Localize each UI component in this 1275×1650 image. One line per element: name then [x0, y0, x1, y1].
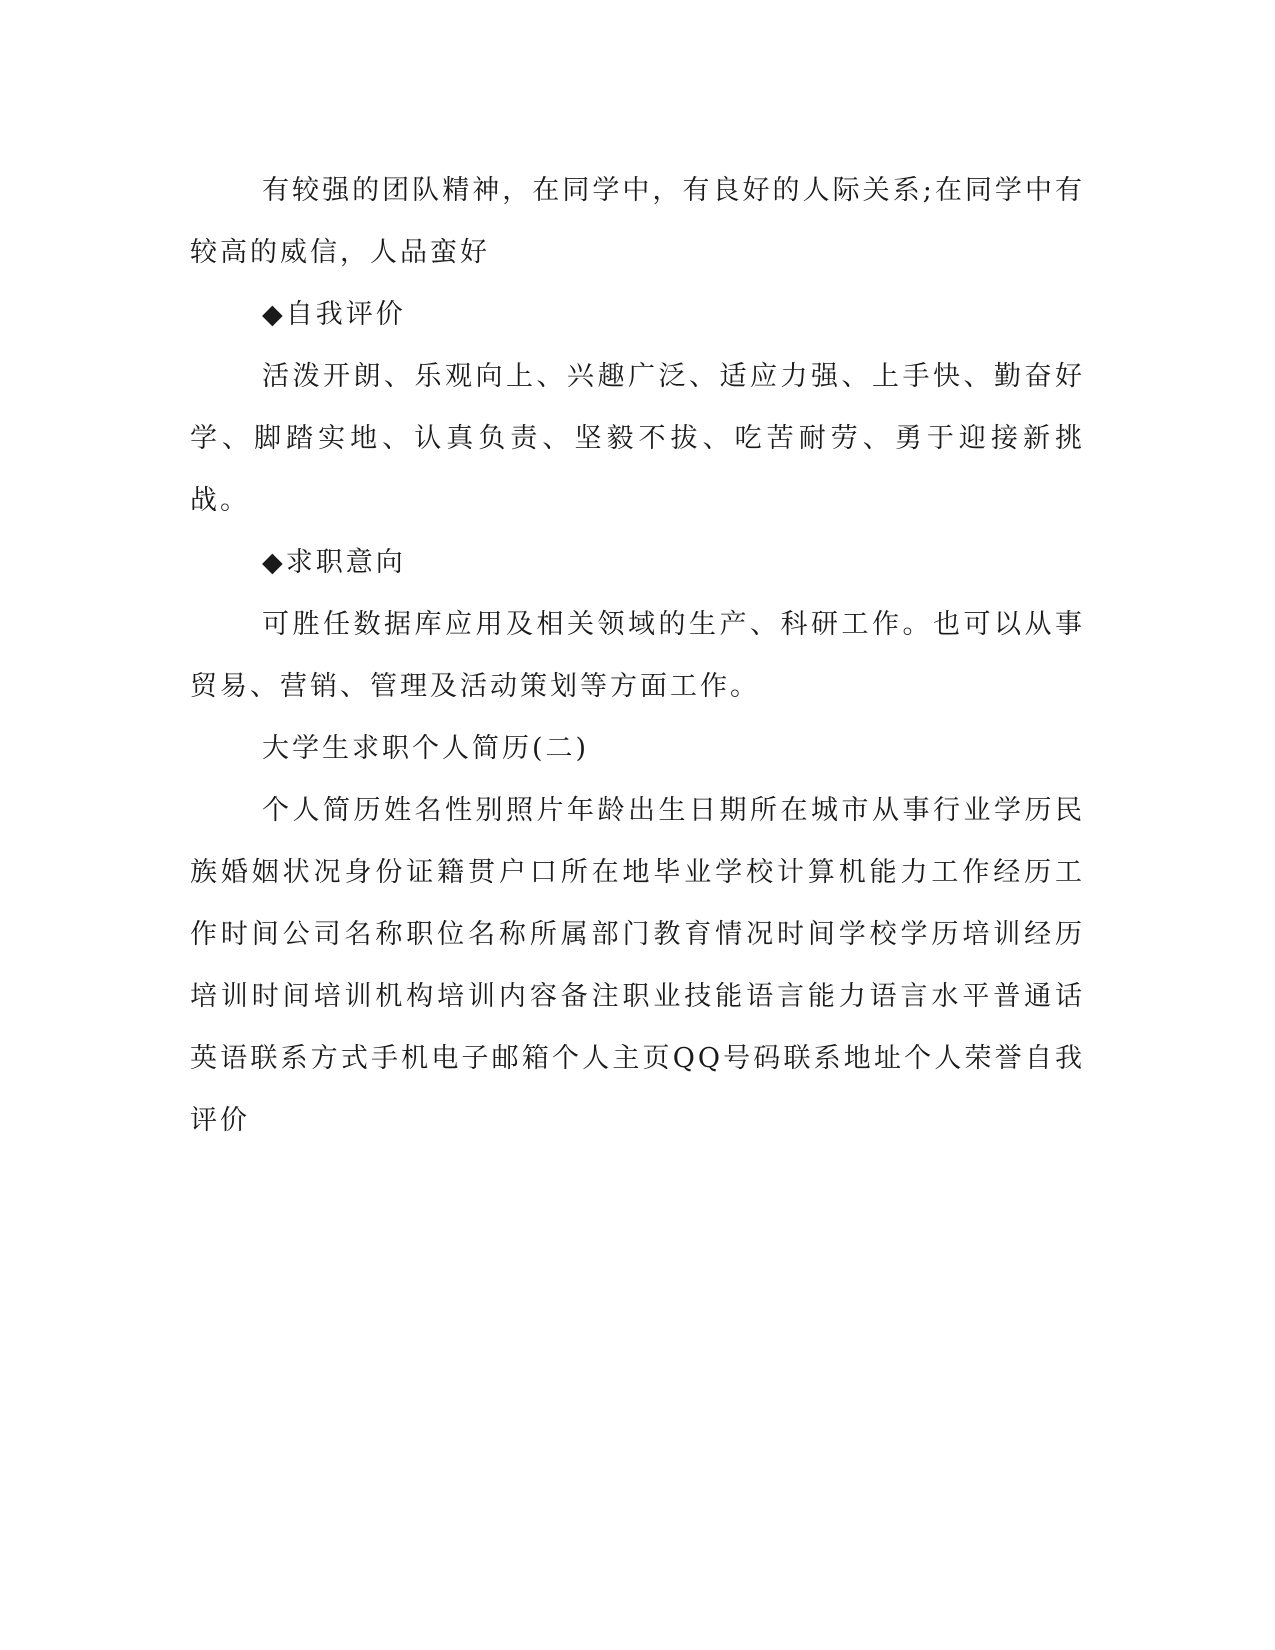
document-body	[190, 160, 1085, 1152]
team-spirit-paragraph: 有较强的团队精神，在同学中，有良好的人际关系;在同学中有较高的威信，人品蛮好	[190, 175, 1085, 268]
self-evaluation-paragraph: 活泼开朗、乐观向上、兴趣广泛、适应力强、上手快、勤奋好学、脚踏实地、认真负责、坚毅不拔、吃苦耐劳、勇于迎接新挑战。	[190, 361, 1085, 516]
self-evaluation-heading: ◆自我评价	[262, 299, 406, 330]
resume-two-title: 大学生求职个人简历(二)	[262, 733, 590, 764]
resume-fields-paragraph: 个人简历姓名性别照片年龄出生日期所在城市从事行业学历民族婚姻状况身份证籍贯户口所在地毕业学校计算机能力工作经历工作时间公司名称职位名称所属部门教育情况时间学校学历培训经历培训时间培训机构培训内容备注职业技能语言能力语言水平普通话英语联系方式手机电子邮箱个人主页QQ号码联系地址个人荣誉自我评价	[190, 795, 1085, 1136]
job-intention-paragraph: 可胜任数据库应用及相关领域的生产、科研工作。也可以从事贸易、营销、管理及活动策划等方面工作。	[190, 609, 1085, 702]
job-intention-heading: ◆求职意向	[262, 547, 406, 578]
